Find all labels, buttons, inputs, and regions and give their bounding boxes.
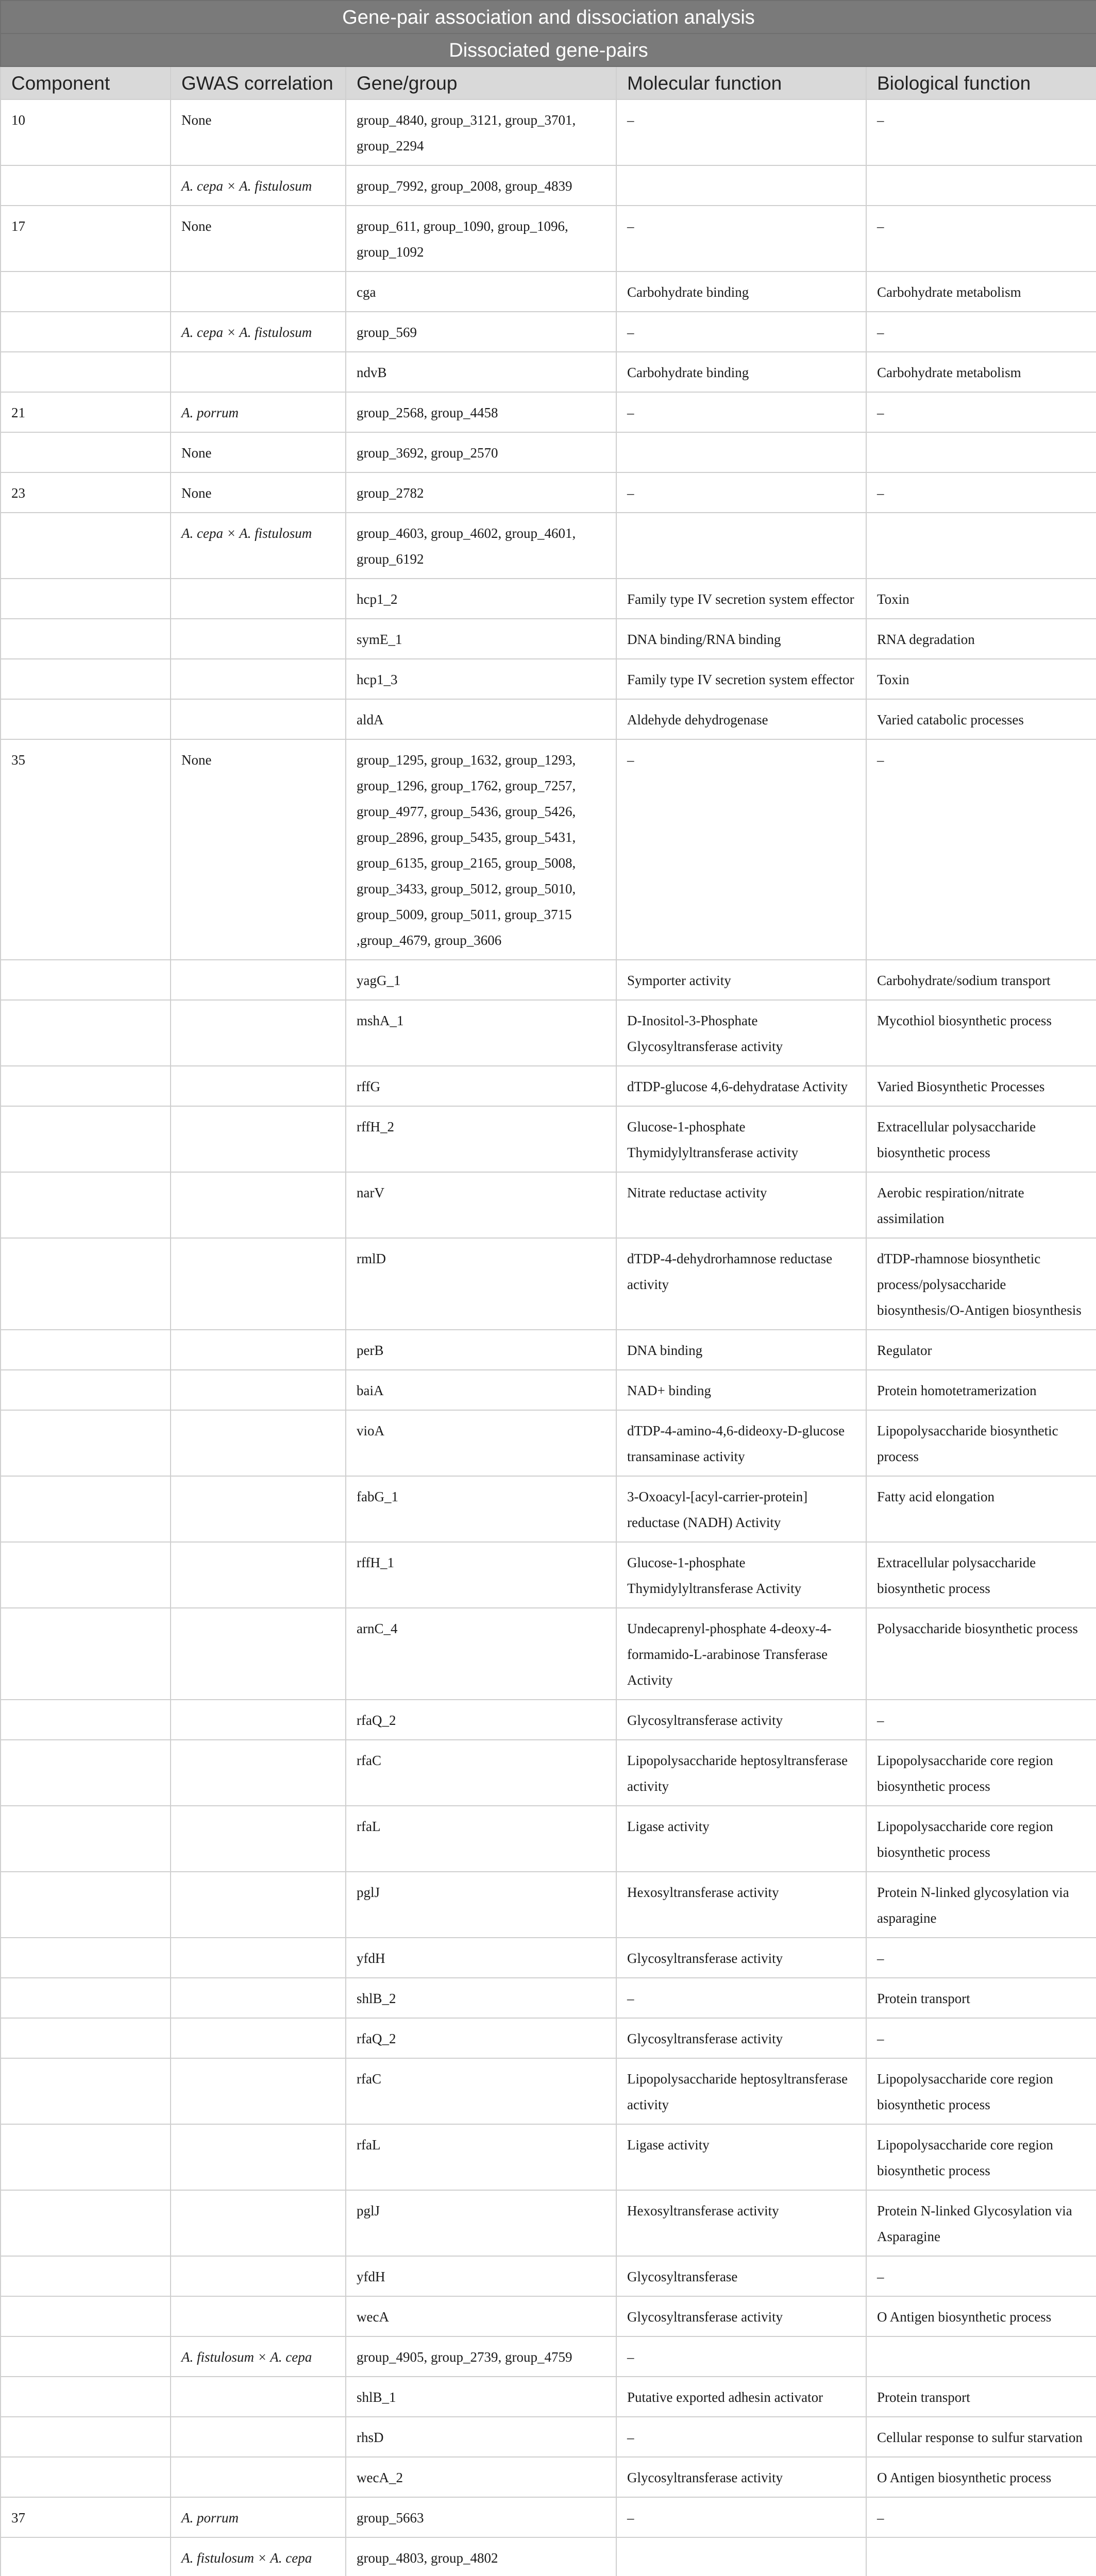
gene-group-cell: wecA_2 bbox=[346, 2457, 616, 2497]
table-row bbox=[1, 1542, 1096, 1608]
molecular-function-cell: – bbox=[616, 206, 866, 272]
gene-group-cell: aldA bbox=[346, 699, 616, 739]
molecular-function-cell: NAD+ binding bbox=[616, 1370, 866, 1410]
component-cell: 23 bbox=[1, 472, 171, 513]
molecular-function-cell: dTDP-4-dehydrorhamnose reductase activity bbox=[616, 1238, 866, 1330]
table-row bbox=[1, 99, 1096, 165]
gene-group-cell: group_3692, group_2570 bbox=[346, 432, 616, 472]
gene-group-cell: arnC_4 bbox=[346, 1608, 616, 1700]
table-row bbox=[1, 472, 1096, 513]
biological-function-cell: Carbohydrate metabolism bbox=[866, 272, 1096, 312]
biological-function-cell: RNA degradation bbox=[866, 619, 1096, 659]
gene-group-cell: pglJ bbox=[346, 1872, 616, 1938]
gwas-correlation-cell: A. cepa × A. fistulosum bbox=[171, 513, 346, 579]
gene-group-cell: mshA_1 bbox=[346, 1000, 616, 1066]
biological-function-cell: Aerobic respiration/nitrate assimilation bbox=[866, 1172, 1096, 1238]
gene-group-cell: group_7992, group_2008, group_4839 bbox=[346, 165, 616, 206]
component-cell bbox=[1, 352, 171, 392]
molecular-function-cell bbox=[616, 513, 866, 579]
table-row bbox=[1, 392, 1096, 432]
molecular-function-cell: – bbox=[616, 392, 866, 432]
gwas-correlation-cell bbox=[171, 2377, 346, 2417]
table-row bbox=[1, 432, 1096, 472]
molecular-function-cell: Glucose-1-phosphate Thymidylyltransferase activity bbox=[616, 1106, 866, 1172]
component-cell bbox=[1, 1806, 171, 1872]
molecular-function-cell: DNA binding bbox=[616, 1330, 866, 1370]
biological-function-cell: Protein N-linked glycosylation via asparagine bbox=[866, 1872, 1096, 1938]
component-cell bbox=[1, 1978, 171, 2018]
table-row bbox=[1, 2336, 1096, 2377]
gwas-correlation-cell bbox=[171, 659, 346, 699]
gwas-correlation-cell: None bbox=[171, 206, 346, 272]
molecular-function-cell: Glycosyltransferase activity bbox=[616, 1938, 866, 1978]
table-row bbox=[1, 1370, 1096, 1410]
header-gwas-correlation: GWAS correlation bbox=[171, 66, 346, 99]
molecular-function-cell: – bbox=[616, 2497, 866, 2537]
table-row bbox=[1, 579, 1096, 619]
table-row bbox=[1, 1608, 1096, 1700]
biological-function-cell: Lipopolysaccharide core region biosynthetic process bbox=[866, 2124, 1096, 2190]
gene-group-cell: baiA bbox=[346, 1370, 616, 1410]
table-body bbox=[1, 99, 1096, 2576]
biological-function-cell: – bbox=[866, 2018, 1096, 2058]
gene-group-cell: rhsD bbox=[346, 2417, 616, 2457]
gwas-correlation-cell bbox=[171, 2457, 346, 2497]
biological-function-cell: – bbox=[866, 472, 1096, 513]
molecular-function-cell: Putative exported adhesin activator bbox=[616, 2377, 866, 2417]
table-row bbox=[1, 739, 1096, 960]
gwas-correlation-cell bbox=[171, 1806, 346, 1872]
gene-group-cell: rmlD bbox=[346, 1238, 616, 1330]
gene-group-cell: rfaC bbox=[346, 1740, 616, 1806]
molecular-function-cell: Symporter activity bbox=[616, 960, 866, 1000]
component-cell bbox=[1, 2537, 171, 2576]
molecular-function-cell: – bbox=[616, 312, 866, 352]
gwas-correlation-cell bbox=[171, 1542, 346, 1608]
gene-group-cell: cga bbox=[346, 272, 616, 312]
gwas-correlation-cell bbox=[171, 699, 346, 739]
gene-group-cell: group_1295, group_1632, group_1293, group_1296, group_1762, group_7257, group_4977, group_5436, group_5426, group_2896, group_5435, group_5431, group_6135, group_2165, group_5008, group_3433, group_5012, group_5010, group_5009, group_5011, group_3715 ,group_4679, group_3606 bbox=[346, 739, 616, 960]
component-cell bbox=[1, 1938, 171, 1978]
gene-group-cell: wecA bbox=[346, 2296, 616, 2336]
molecular-function-cell: Aldehyde dehydrogenase bbox=[616, 699, 866, 739]
component-cell bbox=[1, 432, 171, 472]
gene-group-cell: rffG bbox=[346, 1066, 616, 1106]
table-row bbox=[1, 2124, 1096, 2190]
gwas-correlation-cell bbox=[171, 2296, 346, 2336]
header-gene-group: Gene/group bbox=[346, 66, 616, 99]
biological-function-cell: – bbox=[866, 1938, 1096, 1978]
gene-group-cell: shlB_1 bbox=[346, 2377, 616, 2417]
gene-group-cell: group_2568, group_4458 bbox=[346, 392, 616, 432]
gwas-correlation-cell bbox=[171, 1872, 346, 1938]
header-molecular-function: Molecular function bbox=[616, 66, 866, 99]
gene-group-cell: yagG_1 bbox=[346, 960, 616, 1000]
table-row bbox=[1, 2018, 1096, 2058]
table-row bbox=[1, 2417, 1096, 2457]
table-row bbox=[1, 1106, 1096, 1172]
table-row bbox=[1, 1938, 1096, 1978]
component-cell bbox=[1, 579, 171, 619]
gwas-correlation-cell: A. fistulosum × A. cepa bbox=[171, 2537, 346, 2576]
gene-group-cell: group_5663 bbox=[346, 2497, 616, 2537]
component-cell bbox=[1, 1106, 171, 1172]
gwas-correlation-cell bbox=[171, 1740, 346, 1806]
table-row bbox=[1, 699, 1096, 739]
gwas-correlation-cell bbox=[171, 272, 346, 312]
table-row bbox=[1, 513, 1096, 579]
table-row bbox=[1, 2457, 1096, 2497]
table-subtitle: Dissociated gene-pairs bbox=[1, 33, 1096, 66]
gwas-correlation-cell: A. cepa × A. fistulosum bbox=[171, 165, 346, 206]
header-component: Component bbox=[1, 66, 171, 99]
biological-function-cell: Protein transport bbox=[866, 2377, 1096, 2417]
molecular-function-cell: Glycosyltransferase bbox=[616, 2256, 866, 2296]
molecular-function-cell: – bbox=[616, 739, 866, 960]
gwas-correlation-cell bbox=[171, 1700, 346, 1740]
biological-function-cell bbox=[866, 2537, 1096, 2576]
molecular-function-cell bbox=[616, 432, 866, 472]
biological-function-cell: Toxin bbox=[866, 659, 1096, 699]
gwas-correlation-cell bbox=[171, 2058, 346, 2124]
gene-group-cell: hcp1_2 bbox=[346, 579, 616, 619]
molecular-function-cell: Family type IV secretion system effector bbox=[616, 579, 866, 619]
gene-group-cell: group_4803, group_4802 bbox=[346, 2537, 616, 2576]
component-cell bbox=[1, 312, 171, 352]
table-row bbox=[1, 1740, 1096, 1806]
table-row bbox=[1, 1476, 1096, 1542]
gwas-correlation-cell: A. porrum bbox=[171, 392, 346, 432]
biological-function-cell: Varied Biosynthetic Processes bbox=[866, 1066, 1096, 1106]
component-cell bbox=[1, 2296, 171, 2336]
component-cell bbox=[1, 2124, 171, 2190]
table-row bbox=[1, 1410, 1096, 1476]
biological-function-cell: – bbox=[866, 206, 1096, 272]
biological-function-cell bbox=[866, 165, 1096, 206]
molecular-function-cell: – bbox=[616, 1978, 866, 2018]
biological-function-cell: Cellular response to sulfur starvation bbox=[866, 2417, 1096, 2457]
table-row bbox=[1, 2256, 1096, 2296]
component-cell: 10 bbox=[1, 99, 171, 165]
component-cell bbox=[1, 2058, 171, 2124]
molecular-function-cell: Ligase activity bbox=[616, 2124, 866, 2190]
component-cell bbox=[1, 699, 171, 739]
gwas-correlation-cell: A. cepa × A. fistulosum bbox=[171, 312, 346, 352]
component-cell bbox=[1, 2457, 171, 2497]
molecular-function-cell bbox=[616, 165, 866, 206]
gene-group-cell: rfaQ_2 bbox=[346, 1700, 616, 1740]
biological-function-cell: Varied catabolic processes bbox=[866, 699, 1096, 739]
molecular-function-cell: Glucose-1-phosphate Thymidylyltransferase Activity bbox=[616, 1542, 866, 1608]
table-row bbox=[1, 960, 1096, 1000]
component-cell bbox=[1, 960, 171, 1000]
table-row bbox=[1, 312, 1096, 352]
table-title: Gene-pair association and dissociation analysis bbox=[1, 1, 1096, 33]
molecular-function-cell: Glycosyltransferase activity bbox=[616, 2296, 866, 2336]
table-row bbox=[1, 619, 1096, 659]
molecular-function-cell: Hexosyltransferase activity bbox=[616, 1872, 866, 1938]
molecular-function-cell: Carbohydrate binding bbox=[616, 272, 866, 312]
gwas-correlation-cell bbox=[171, 1106, 346, 1172]
molecular-function-cell: Hexosyltransferase activity bbox=[616, 2190, 866, 2256]
gwas-correlation-cell bbox=[171, 1330, 346, 1370]
molecular-function-cell: Ligase activity bbox=[616, 1806, 866, 1872]
biological-function-cell: Lipopolysaccharide core region biosynthetic process bbox=[866, 1806, 1096, 1872]
component-cell bbox=[1, 1172, 171, 1238]
component-cell bbox=[1, 2417, 171, 2457]
gwas-correlation-cell: None bbox=[171, 472, 346, 513]
gene-group-cell: pglJ bbox=[346, 2190, 616, 2256]
gene-group-cell: rffH_1 bbox=[346, 1542, 616, 1608]
table-row bbox=[1, 206, 1096, 272]
gene-group-cell: yfdH bbox=[346, 2256, 616, 2296]
gene-group-cell: hcp1_3 bbox=[346, 659, 616, 699]
gene-group-cell: group_4905, group_2739, group_4759 bbox=[346, 2336, 616, 2377]
table-row bbox=[1, 659, 1096, 699]
table-row bbox=[1, 2058, 1096, 2124]
molecular-function-cell: dTDP-glucose 4,6-dehydratase Activity bbox=[616, 1066, 866, 1106]
molecular-function-cell: – bbox=[616, 2336, 866, 2377]
component-cell bbox=[1, 1000, 171, 1066]
gwas-correlation-cell bbox=[171, 1000, 346, 1066]
biological-function-cell: Lipopolysaccharide core region biosynthetic process bbox=[866, 1740, 1096, 1806]
gene-group-cell: group_4840, group_3121, group_3701, group_2294 bbox=[346, 99, 616, 165]
gene-group-cell: ndvB bbox=[346, 352, 616, 392]
component-cell bbox=[1, 272, 171, 312]
component-cell bbox=[1, 619, 171, 659]
gwas-correlation-cell bbox=[171, 2124, 346, 2190]
gwas-correlation-cell bbox=[171, 1410, 346, 1476]
gwas-correlation-cell bbox=[171, 352, 346, 392]
biological-function-cell: – bbox=[866, 2497, 1096, 2537]
biological-function-cell: Mycothiol biosynthetic process bbox=[866, 1000, 1096, 1066]
gwas-correlation-cell bbox=[171, 2018, 346, 2058]
table-row bbox=[1, 1330, 1096, 1370]
biological-function-cell: Polysaccharide biosynthetic process bbox=[866, 1608, 1096, 1700]
table-row bbox=[1, 165, 1096, 206]
biological-function-cell: Fatty acid elongation bbox=[866, 1476, 1096, 1542]
table-row bbox=[1, 2296, 1096, 2336]
component-cell: 37 bbox=[1, 2497, 171, 2537]
component-cell bbox=[1, 1476, 171, 1542]
component-cell bbox=[1, 1542, 171, 1608]
component-cell bbox=[1, 1238, 171, 1330]
gwas-correlation-cell bbox=[171, 960, 346, 1000]
biological-function-cell: – bbox=[866, 99, 1096, 165]
molecular-function-cell: – bbox=[616, 99, 866, 165]
biological-function-cell: – bbox=[866, 2256, 1096, 2296]
gene-group-cell: rfaL bbox=[346, 2124, 616, 2190]
component-cell bbox=[1, 2256, 171, 2296]
molecular-function-cell: Lipopolysaccharide heptosyltransferase activity bbox=[616, 2058, 866, 2124]
molecular-function-cell: Lipopolysaccharide heptosyltransferase activity bbox=[616, 1740, 866, 1806]
component-cell bbox=[1, 1872, 171, 1938]
molecular-function-cell: – bbox=[616, 2417, 866, 2457]
gene-group-cell: symE_1 bbox=[346, 619, 616, 659]
table-row bbox=[1, 1700, 1096, 1740]
gene-group-cell: group_569 bbox=[346, 312, 616, 352]
biological-function-cell: Carbohydrate metabolism bbox=[866, 352, 1096, 392]
molecular-function-cell: Family type IV secretion system effector bbox=[616, 659, 866, 699]
gwas-correlation-cell bbox=[171, 2417, 346, 2457]
component-cell: 21 bbox=[1, 392, 171, 432]
table-row bbox=[1, 2537, 1096, 2576]
biological-function-cell: Toxin bbox=[866, 579, 1096, 619]
molecular-function-cell: dTDP-4-amino-4,6-dideoxy-D-glucose transaminase activity bbox=[616, 1410, 866, 1476]
component-cell bbox=[1, 1608, 171, 1700]
gwas-correlation-cell: None bbox=[171, 432, 346, 472]
gwas-correlation-cell: A. porrum bbox=[171, 2497, 346, 2537]
molecular-function-cell: 3-Oxoacyl-[acyl-carrier-protein] reductase (NADH) Activity bbox=[616, 1476, 866, 1542]
component-cell bbox=[1, 1330, 171, 1370]
gene-group-cell: narV bbox=[346, 1172, 616, 1238]
gene-group-cell: shlB_2 bbox=[346, 1978, 616, 2018]
biological-function-cell bbox=[866, 2336, 1096, 2377]
component-cell bbox=[1, 1410, 171, 1476]
gwas-correlation-cell bbox=[171, 1370, 346, 1410]
biological-function-cell: Lipopolysaccharide core region biosynthetic process bbox=[866, 2058, 1096, 2124]
biological-function-cell bbox=[866, 513, 1096, 579]
table-row bbox=[1, 1172, 1096, 1238]
gwas-correlation-cell: A. fistulosum × A. cepa bbox=[171, 2336, 346, 2377]
component-cell bbox=[1, 165, 171, 206]
molecular-function-cell: Carbohydrate binding bbox=[616, 352, 866, 392]
table-row bbox=[1, 2377, 1096, 2417]
gwas-correlation-cell bbox=[171, 1608, 346, 1700]
biological-function-cell: O Antigen biosynthetic process bbox=[866, 2296, 1096, 2336]
component-cell bbox=[1, 2190, 171, 2256]
biological-function-cell: – bbox=[866, 739, 1096, 960]
table-row bbox=[1, 1000, 1096, 1066]
molecular-function-cell: Glycosyltransferase activity bbox=[616, 2018, 866, 2058]
molecular-function-cell: Glycosyltransferase activity bbox=[616, 1700, 866, 1740]
table-row bbox=[1, 2190, 1096, 2256]
component-cell bbox=[1, 2377, 171, 2417]
molecular-function-cell: D-Inositol-3-Phosphate Glycosyltransferase activity bbox=[616, 1000, 866, 1066]
biological-function-cell: O Antigen biosynthetic process bbox=[866, 2457, 1096, 2497]
biological-function-cell: – bbox=[866, 1700, 1096, 1740]
component-cell bbox=[1, 2336, 171, 2377]
biological-function-cell: Extracellular polysaccharide biosynthetic process bbox=[866, 1542, 1096, 1608]
gene-group-cell: perB bbox=[346, 1330, 616, 1370]
gene-group-cell: rfaL bbox=[346, 1806, 616, 1872]
biological-function-cell: Carbohydrate/sodium transport bbox=[866, 960, 1096, 1000]
gene-group-cell: group_4603, group_4602, group_4601, group_6192 bbox=[346, 513, 616, 579]
table-row bbox=[1, 1238, 1096, 1330]
gwas-correlation-cell bbox=[171, 1978, 346, 2018]
gwas-correlation-cell bbox=[171, 1238, 346, 1330]
gwas-correlation-cell: None bbox=[171, 99, 346, 165]
biological-function-cell: dTDP-rhamnose biosynthetic process/polysaccharide biosynthesis/O-Antigen biosynthesis bbox=[866, 1238, 1096, 1330]
biological-function-cell: – bbox=[866, 312, 1096, 352]
component-cell bbox=[1, 513, 171, 579]
biological-function-cell: Protein homotetramerization bbox=[866, 1370, 1096, 1410]
component-cell bbox=[1, 659, 171, 699]
molecular-function-cell: Nitrate reductase activity bbox=[616, 1172, 866, 1238]
gwas-correlation-cell: None bbox=[171, 739, 346, 960]
gwas-correlation-cell bbox=[171, 2190, 346, 2256]
gene-group-cell: vioA bbox=[346, 1410, 616, 1476]
table-row bbox=[1, 352, 1096, 392]
biological-function-cell: Protein N-linked Glycosylation via Asparagine bbox=[866, 2190, 1096, 2256]
gwas-correlation-cell bbox=[171, 2256, 346, 2296]
header-biological-function: Biological function bbox=[866, 66, 1096, 99]
gene-group-cell: rfaQ_2 bbox=[346, 2018, 616, 2058]
gene-group-cell: group_611, group_1090, group_1096, group_1092 bbox=[346, 206, 616, 272]
component-cell bbox=[1, 2018, 171, 2058]
gwas-correlation-cell bbox=[171, 1172, 346, 1238]
gwas-correlation-cell bbox=[171, 1476, 346, 1542]
gene-group-cell: rfaC bbox=[346, 2058, 616, 2124]
table-row bbox=[1, 2497, 1096, 2537]
component-cell bbox=[1, 1370, 171, 1410]
molecular-function-cell: Undecaprenyl-phosphate 4-deoxy-4-formamido-L-arabinose Transferase Activity bbox=[616, 1608, 866, 1700]
component-cell bbox=[1, 1740, 171, 1806]
table-row bbox=[1, 1978, 1096, 2018]
table-row bbox=[1, 272, 1096, 312]
biological-function-cell: Protein transport bbox=[866, 1978, 1096, 2018]
component-cell: 17 bbox=[1, 206, 171, 272]
table-row bbox=[1, 1066, 1096, 1106]
biological-function-cell: Regulator bbox=[866, 1330, 1096, 1370]
gwas-correlation-cell bbox=[171, 1938, 346, 1978]
gene-group-cell: group_2782 bbox=[346, 472, 616, 513]
molecular-function-cell: – bbox=[616, 472, 866, 513]
molecular-function-cell: Glycosyltransferase activity bbox=[616, 2457, 866, 2497]
gene-group-cell: yfdH bbox=[346, 1938, 616, 1978]
biological-function-cell bbox=[866, 432, 1096, 472]
gwas-correlation-cell bbox=[171, 1066, 346, 1106]
gwas-correlation-cell bbox=[171, 619, 346, 659]
gene-group-cell: rffH_2 bbox=[346, 1106, 616, 1172]
table-row bbox=[1, 1872, 1096, 1938]
component-cell bbox=[1, 1066, 171, 1106]
biological-function-cell: Lipopolysaccharide biosynthetic process bbox=[866, 1410, 1096, 1476]
biological-function-cell: Extracellular polysaccharide biosynthetic process bbox=[866, 1106, 1096, 1172]
gene-group-cell: fabG_1 bbox=[346, 1476, 616, 1542]
molecular-function-cell: DNA binding/RNA binding bbox=[616, 619, 866, 659]
component-cell: 35 bbox=[1, 739, 171, 960]
component-cell bbox=[1, 1700, 171, 1740]
molecular-function-cell bbox=[616, 2537, 866, 2576]
table-row bbox=[1, 1806, 1096, 1872]
gwas-correlation-cell bbox=[171, 579, 346, 619]
biological-function-cell: – bbox=[866, 392, 1096, 432]
